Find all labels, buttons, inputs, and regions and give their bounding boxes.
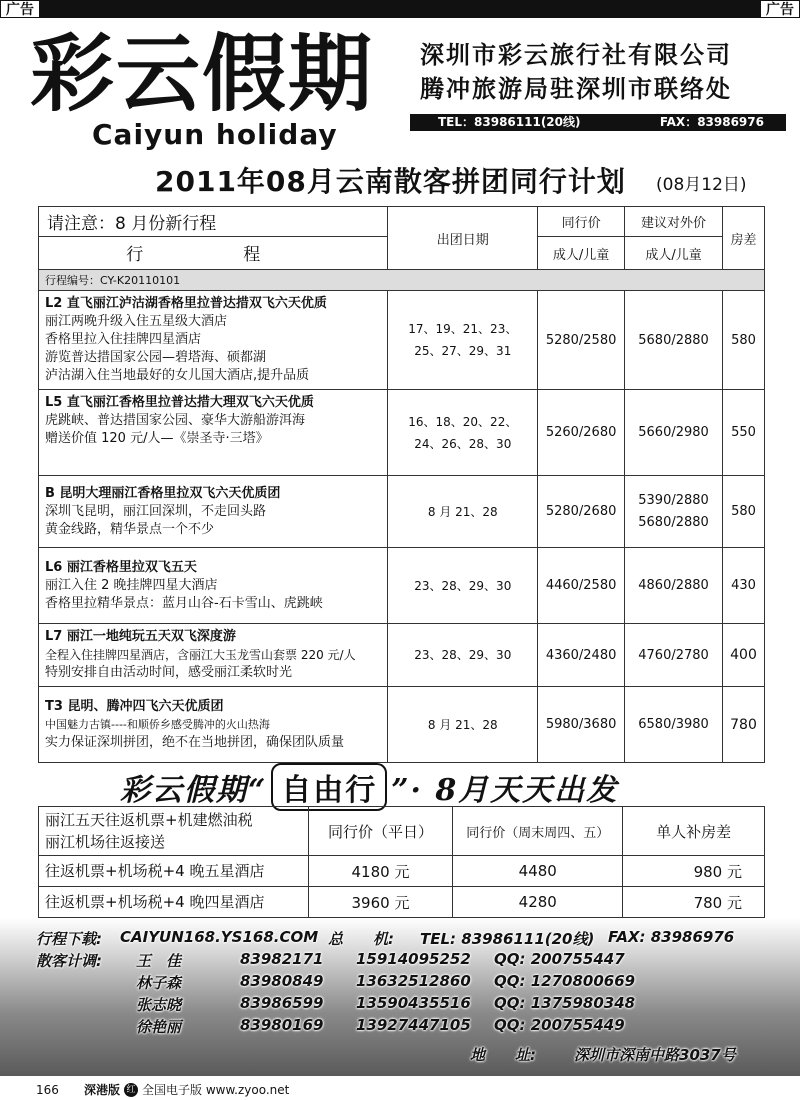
route-title: T3 昆明、腾冲四飞六天优质团 (45, 698, 224, 714)
retail-price (625, 476, 723, 548)
address-label: 地 址: (470, 1046, 536, 1064)
staff-qq: QQ: 1270800669 (494, 972, 636, 990)
peer-price: 5980/3680 (538, 687, 625, 763)
table-row (39, 476, 765, 548)
package-desc (39, 807, 309, 856)
retail-line: 5680/2880 (638, 514, 709, 530)
route-title: L5 直飞丽江香格里拉普达措大理双飞六天优质 (45, 395, 314, 410)
staff-mobile: 13590435516 (356, 994, 471, 1012)
dates-line: 8 月 21、28 (427, 717, 498, 732)
peer-price: 5280/2680 (538, 476, 625, 548)
slogan-rest: · 8月天天出发 (410, 773, 619, 808)
download-label: 行程下载: (36, 930, 102, 948)
staff-mobile: 15914095252 (356, 950, 471, 968)
staff-phone: 83986599 (240, 994, 324, 1012)
route-cell (39, 687, 388, 763)
row-supplement: 780 元 (623, 887, 765, 918)
route-line: 虎跳峡、普达措国家公园、豪华大游船游洱海 (45, 413, 306, 428)
top-bar (0, 0, 800, 18)
title-date: (08月12日) (656, 175, 747, 195)
logo-cn: 彩云假期 (30, 24, 375, 123)
staff-qq: QQ: 1375980348 (494, 994, 636, 1012)
route-cell (39, 548, 388, 624)
peer-price: 5280/2580 (538, 291, 625, 390)
col-weekend: 同行价（周末周四、五） (453, 807, 623, 856)
route-title: B 昆明大理丽江香格里拉双飞六天优质团 (45, 485, 281, 501)
route-line: 游览普达措国家公园—碧塔海、硕都湖 (45, 350, 267, 365)
table-row (39, 624, 765, 687)
dates-line: 24、26、28、30 (414, 436, 512, 451)
edition-badge-icon: 红 (124, 1083, 138, 1097)
row-weekday: 4180 元 (308, 856, 453, 887)
route-cell (39, 390, 388, 476)
route-line: 香格里拉精华景点：蓝月山谷-石卡雪山、虎跳峡 (45, 595, 323, 611)
staff-phone: 83980849 (240, 972, 324, 990)
retail-price: 4760/2780 (625, 624, 723, 687)
row-weekday: 3960 元 (308, 887, 453, 918)
route-line: 实力保证深圳拼团，绝不在当地拼团，确保团队质量 (45, 734, 345, 750)
edition-label: 深港版 (84, 1083, 121, 1097)
staff-phone: 83982171 (240, 950, 324, 968)
route-dates (388, 548, 538, 624)
table-header-row (39, 807, 765, 856)
main-fax: FAX: 83986976 (608, 928, 735, 946)
col-single-supplement: 单人补房差 (623, 807, 765, 856)
dates-line: 23、28、29、30 (414, 648, 512, 662)
ad-label-left: 广告 (0, 0, 40, 18)
desc-line: 丽江机场往返接送 (45, 833, 166, 851)
peer-price: 4460/2580 (538, 548, 625, 624)
route-cell (39, 476, 388, 548)
table-row (39, 291, 765, 390)
route-line: 特别安排自由活动时间，感受丽江柔软时光 (45, 665, 293, 680)
contact-tel: TEL：83986111(20线) (438, 115, 581, 129)
retail-price: 5660/2980 (625, 390, 723, 476)
peer-price: 4360/2480 (538, 624, 625, 687)
room-diff: 580 (723, 476, 765, 548)
route-line: 香格里拉入住挂牌四星酒店 (45, 332, 202, 347)
route-title: L7 丽江一地纯玩五天双飞深度游 (45, 629, 236, 644)
route-line: 黄金线路，精华景点一个不少 (45, 521, 215, 537)
route-dates (388, 476, 538, 548)
main-tel: TEL: 83986111(20线) (420, 930, 595, 948)
room-header: 房差 (723, 207, 765, 270)
date-header: 出团日期 (388, 207, 538, 270)
page-number: 166 (36, 1083, 59, 1097)
company-block (420, 38, 786, 106)
slogan: 彩云假期“ 自由行 ”· 8月天天出发 (120, 763, 618, 811)
retail-line: 5390/2880 (638, 492, 709, 508)
route-title: L6 丽江香格里拉双飞五天 (45, 559, 197, 575)
slogan-free: 自由行 (271, 763, 387, 811)
route-dates (388, 687, 538, 763)
staff-phone: 83980169 (240, 1016, 324, 1034)
staff-qq: QQ: 200755449 (494, 1016, 625, 1034)
route-title: L2 直飞丽江泸沽湖香格里拉普达措双飞六天优质 (45, 296, 327, 311)
address: 深圳市深南中路3037号 (574, 1046, 736, 1064)
dates-line: 23、28、29、30 (414, 578, 512, 593)
route-dates (388, 390, 538, 476)
staff-mobile: 13632512860 (356, 972, 471, 990)
room-diff: 550 (723, 390, 765, 476)
route-line: 深圳飞昆明，丽江回深圳，不走回头路 (45, 503, 267, 519)
consult-label: 散客计调: (36, 952, 102, 970)
row-desc: 往返机票+机场税+4 晚五星酒店 (39, 856, 309, 887)
dates-line: 16、18、20、22、 (408, 414, 518, 429)
table-row (39, 687, 765, 763)
contact-bar (410, 114, 786, 131)
slogan-brand: 彩云假期 (120, 773, 248, 808)
route-line: 中国魅力古镇----和顺侨乡感受腾冲的火山热海 (45, 717, 270, 731)
staff-name: 王 佳 (136, 952, 182, 970)
logo-en: Caiyun holiday (92, 118, 338, 151)
row-supplement: 980 元 (623, 856, 765, 887)
retail-header: 建议对外价 (625, 207, 723, 237)
route-cell (39, 291, 388, 390)
route-line: 泸沽湖入住当地最好的女儿国大酒店,提升品质 (45, 368, 310, 383)
route-line: 丽江入住 2 晚挂牌四星大酒店 (45, 577, 218, 593)
dates-line: 8 月 21、28 (427, 504, 498, 519)
main-line-label: 总 机: (328, 930, 394, 948)
room-diff: 430 (723, 548, 765, 624)
peer-subheader: 成人/儿童 (538, 237, 625, 270)
staff-mobile: 13927447105 (356, 1016, 471, 1034)
dates-line: 25、27、29、31 (414, 344, 512, 358)
staff-qq: QQ: 200755447 (494, 950, 625, 968)
route-line: 赠送价值 120 元/人—《崇圣寺·三塔》 (45, 431, 269, 446)
room-diff: 580 (723, 291, 765, 390)
footer-contacts (0, 918, 800, 1076)
dates-line: 17、19、21、23、 (408, 322, 518, 336)
peer-price: 5260/2680 (538, 390, 625, 476)
retail-price: 5680/2880 (625, 291, 723, 390)
ad-label-right: 广告 (760, 0, 800, 18)
page-footer (0, 1080, 800, 1100)
route-dates (388, 291, 538, 390)
plan-note: 请注意：8 月份新行程 (39, 207, 388, 237)
table-row (39, 390, 765, 476)
retail-price: 4860/2880 (625, 548, 723, 624)
row-weekend: 4280 (453, 887, 623, 918)
peer-header: 同行价 (538, 207, 625, 237)
room-diff: 400 (723, 624, 765, 687)
staff-name: 张志晓 (136, 996, 182, 1014)
route-line: 丽江两晚升级入住五星级大酒店 (45, 314, 228, 329)
row-weekend: 4480 (453, 856, 623, 887)
site-link[interactable]: CAIYUN168.YS168.COM (120, 928, 319, 946)
route-code: 行程编号：CY-K20110101 (39, 270, 765, 291)
table-row (39, 548, 765, 624)
table-row (39, 856, 765, 887)
row-desc: 往返机票+机场税+4 晚四星酒店 (39, 887, 309, 918)
route-cell (39, 624, 388, 687)
staff-name: 林子森 (136, 974, 182, 992)
company-name: 深圳市彩云旅行社有限公司 (420, 41, 732, 69)
plan-table (38, 206, 765, 763)
retail-price: 6580/3980 (625, 687, 723, 763)
liaison-office: 腾冲旅游局驻深圳市联络处 (420, 75, 732, 103)
table-row (39, 887, 765, 918)
col-weekday: 同行价（平日） (308, 807, 453, 856)
room-diff: 780 (723, 687, 765, 763)
desc-line: 丽江五天往返机票+机建燃油税 (45, 811, 253, 829)
route-header: 行程 (39, 237, 388, 270)
free-travel-table (38, 806, 765, 918)
contact-fax: FAX：83986976 (659, 115, 764, 129)
route-dates (388, 624, 538, 687)
route-line: 全程入住挂牌四星酒店，含丽江大玉龙雪山套票 220 元/人 (45, 648, 356, 662)
web-edition-link[interactable]: 全国电子版 www.zyoo.net (142, 1083, 290, 1097)
retail-subheader: 成人/儿童 (625, 237, 723, 270)
page-title: 2011年08月云南散客拼团同行计划 (155, 165, 626, 198)
staff-name: 徐艳丽 (136, 1018, 182, 1036)
